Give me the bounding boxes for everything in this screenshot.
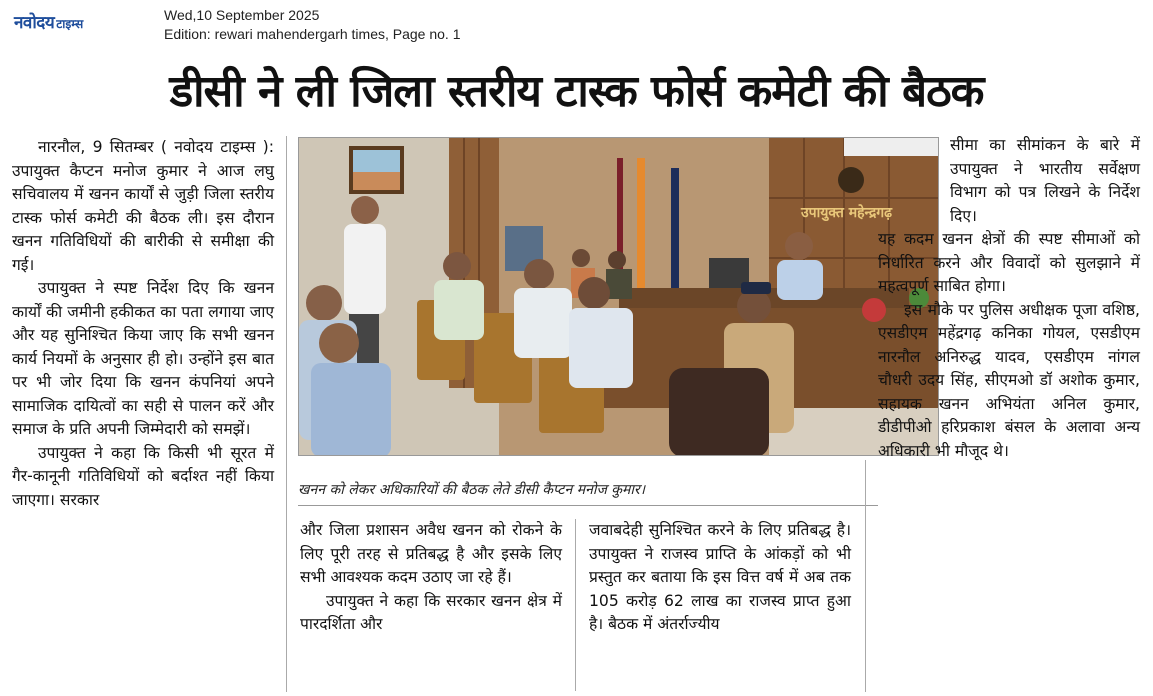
photo-caption: खनन को लेकर अधिकारियों की बैठक लेते डीसी कैप्टन मनोज कुमार। — [298, 482, 646, 498]
paragraph: सीमा का सीमांकन के बारे में उपायुक्त ने भारतीय सर्वेक्षण विभाग को पत्र लिखने के निर्देश दिए। — [950, 136, 1140, 225]
paragraph: यह कदम खनन क्षेत्रों की स्पष्ट सीमाओं को निर्धारित करने और विवादों को सुलझाने में महत्वपूर्ण साबित होगा। — [878, 230, 1140, 295]
paragraph: इस मौके पर पुलिस अधीक्षक पूजा वशिष्ठ, एसडीएम महेंद्रगढ़ कनिका गोयल, एसडीएम नारनौल अनिरुद्ध यादव, एसडीएम नांगल चौधरी उदय सिंह, सीएमओ डॉ अशोक कुमार, सहायक खनन अभियंता अनिल कुमार, डीडीपीओ हरिप्रकाश बंसल के अलावा अन्य अधिकारी भी मौजूद थे। — [878, 300, 1140, 460]
paragraph: उपायुक्त ने कहा कि किसी भी सूरत में गैर-कानूनी गतिविधियों को बर्दाश्त नहीं किया जाएगा। सरकार — [12, 443, 274, 509]
edition-info — [164, 6, 461, 44]
article-column-1 — [12, 136, 274, 512]
newspaper-logo[interactable] — [14, 10, 83, 32]
article-photo[interactable] — [298, 137, 939, 456]
nameplate-sign: उपायुक्त महेन्द्रगढ़ — [801, 205, 893, 221]
page-header — [0, 0, 1153, 48]
logo-sub: टाइम्स — [56, 17, 84, 31]
edition-line: Edition: rewari mahendergarh times, Page no. 1 — [164, 26, 461, 42]
article-headline: डीसी ने ली जिला स्तरीय टास्क फोर्स कमेटी की बैठक — [169, 66, 984, 117]
column-divider — [575, 519, 576, 691]
paragraph: उपायुक्त ने कहा कि सरकार खनन क्षेत्र में पारदर्शिता और — [300, 591, 562, 633]
publication-date: Wed,10 September 2025 — [164, 7, 320, 23]
caption-divider — [298, 505, 878, 506]
logo-main: नवोदय — [14, 13, 55, 33]
column-divider — [865, 460, 866, 692]
article-column-4 — [878, 134, 1140, 463]
article-column-3 — [589, 519, 851, 637]
paragraph: उपायुक्त ने स्पष्ट निर्देश दिए कि खनन कार्यों की जमीनी हकीकत का पता लगाया जाए और यह सुनिश्चित किया जाए कि सभी खनन कार्य नियमों के अनुसार ही हो। उन्होंने इस बात पर भी जोर दिया कि खनन कंपनियां अपने सामाजिक दायित्वों का सही से पालन करें और समाज के प्रति अपनी जिम्मेदारी को समझें। — [12, 279, 274, 438]
paragraph: नारनौल, 9 सितम्बर ( नवोदय टाइम्स ): उपायुक्त कैप्टन मनोज कुमार ने आज लघु सचिवालय में खनन कार्यों से जुड़ी जिला स्तरीय टास्क फोर्स कमेटी की बैठक ली। इस दौरान खनन गतिविधियों की बारीकी से समीक्षा की गई। — [12, 138, 274, 274]
article-column-2 — [300, 519, 562, 637]
paragraph: जवाबदेही सुनिश्चित करने के लिए प्रतिबद्ध है। उपायुक्त ने राजस्व प्राप्ति के आंकड़ों को भी प्रस्तुत कर बताया कि इस वित्त वर्ष में अब तक 105 करोड़ 62 लाख का राजस्व प्राप्त हुआ है। बैठक में अंतर्राज्यीय — [589, 521, 851, 633]
meeting-photo-illustration — [299, 138, 939, 456]
column-divider — [286, 136, 287, 692]
paragraph: और जिला प्रशासन अवैध खनन को रोकने के लिए पूरी तरह से प्रतिबद्ध है और इसके लिए सभी आवश्यक कदम उठाए जा रहे हैं। — [300, 521, 562, 586]
